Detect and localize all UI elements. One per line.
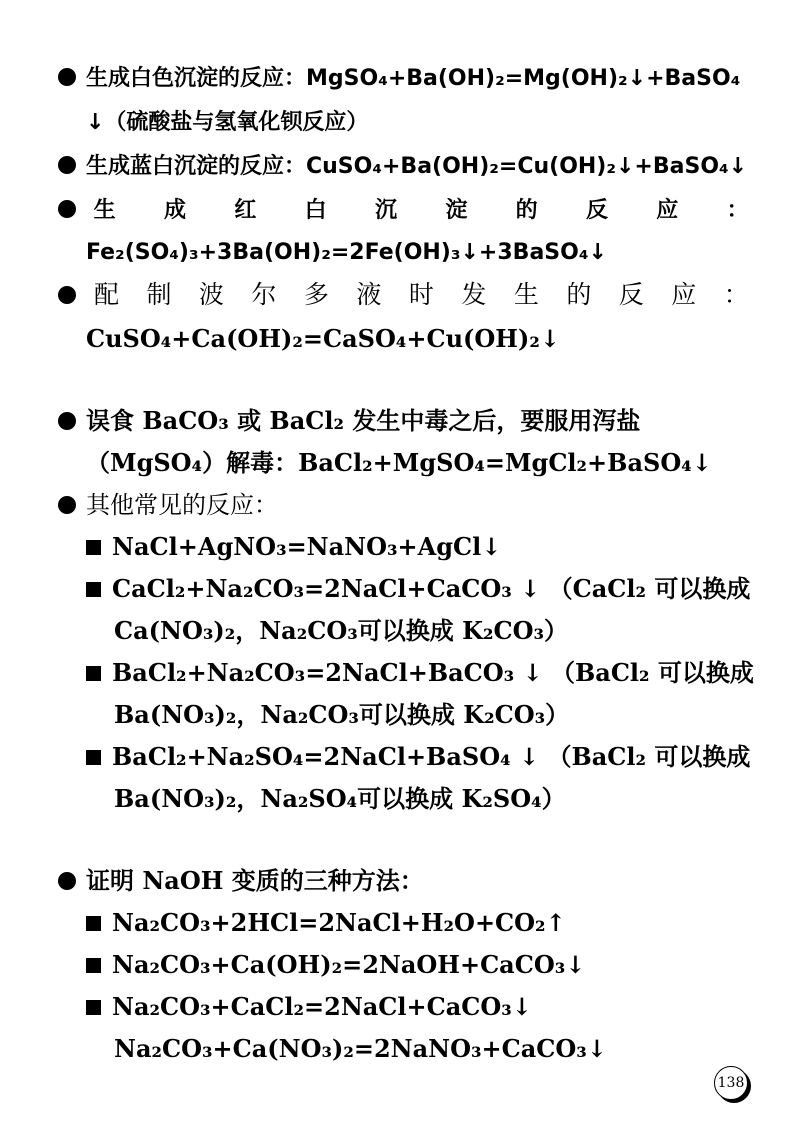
bordeaux-mixture-equation: CuSO₄+Ca(OH)₂=CaSO₄+Cu(OH)₂↓ — [86, 324, 560, 353]
heading-bordeaux-char: 多 — [303, 280, 329, 309]
reaction-white-precipitate-cont: ↓（硫酸盐与氢氧化钡反应） — [86, 110, 369, 135]
reaction-red-white-precipitate-heading — [58, 194, 749, 228]
heading-red-white-char: 的 — [515, 198, 538, 223]
method-caoh2: Na₂CO₃+Ca(OH)₂=2NaOH+CaCO₃↓ — [86, 948, 585, 982]
method-cano3: Na₂CO₃+Ca(NO₃)₂=2NaNO₃+CaCO₃↓ — [114, 1034, 607, 1063]
reaction-bacl2-na2so4-cont: Ba(NO₃)₂，Na₂SO₄可以换成 K₂SO₄） — [114, 784, 566, 813]
heading-bordeaux-char: 生 — [513, 280, 539, 309]
heading-red-white-char: ： — [726, 198, 749, 223]
heading-bordeaux-char: 制 — [146, 280, 172, 309]
bullet-icon — [58, 412, 76, 430]
heading-red-white-char: 应 — [656, 198, 679, 223]
method-hcl: Na₂CO₃+2HCl=2NaCl+H₂O+CO₂↑ — [86, 906, 566, 940]
barium-poisoning-cont: （MgSO₄）解毒：BaCl₂+MgSO₄=MgCl₂+BaSO₄↓ — [86, 448, 712, 477]
heading-bordeaux-char: 配 — [93, 280, 119, 309]
heading-red-white-char: 白 — [304, 198, 327, 223]
square-bullet-icon — [86, 582, 101, 597]
heading-red-white-char: 沉 — [374, 198, 397, 223]
heading-red-white-char: 反 — [585, 198, 608, 223]
reaction-cacl2-na2co3: CaCl₂+Na₂CO₃=2NaCl+CaCO₃ ↓ （CaCl₂ 可以换成 — [86, 572, 750, 606]
bullet-icon — [58, 872, 76, 890]
bullet-icon — [58, 68, 76, 86]
heading-red-white-char: 淀 — [445, 198, 468, 223]
reaction-blue-white-precipitate: 生成蓝白沉淀的反应：CuSO₄+Ba(OH)₂=Cu(OH)₂↓+BaSO₄↓ — [58, 150, 747, 184]
heading-bordeaux-char: ： — [723, 280, 749, 309]
square-bullet-icon — [86, 958, 101, 973]
reaction-white-precipitate: 生成白色沉淀的反应：MgSO₄+Ba(OH)₂=Mg(OH)₂↓+BaSO₄ — [58, 62, 740, 96]
reaction-bacl2-na2co3-cont: Ba(NO₃)₂，Na₂CO₃可以换成 K₂CO₃） — [114, 700, 570, 729]
heading-red-white-char: 生 — [93, 198, 116, 223]
square-bullet-icon — [86, 1000, 101, 1015]
reaction-nacl-agno3: NaCl+AgNO₃=NaNO₃+AgCl↓ — [86, 530, 501, 564]
square-bullet-icon — [86, 540, 101, 555]
heading-bordeaux-char: 应 — [671, 280, 697, 309]
barium-poisoning-text: 误食 BaCO₃ 或 BaCl₂ 发生中毒之后，要服用泻盐 — [58, 404, 640, 438]
other-reactions-heading: 其他常见的反应： — [58, 488, 278, 522]
bullet-icon — [58, 496, 76, 514]
bullet-icon — [58, 156, 76, 174]
page-number: 138 — [714, 1066, 748, 1100]
heading-bordeaux-char: 时 — [408, 280, 434, 309]
reaction-red-white-precipitate-equation: Fe₂(SO₄)₃+3Ba(OH)₂=2Fe(OH)₃↓+3BaSO₄↓ — [86, 240, 607, 265]
reaction-bacl2-na2so4: BaCl₂+Na₂SO₄=2NaCl+BaSO₄ ↓ （BaCl₂ 可以换成 — [86, 740, 750, 774]
reaction-cacl2-na2co3-cont: Ca(NO₃)₂，Na₂CO₃可以换成 K₂CO₃） — [114, 616, 568, 645]
heading-bordeaux-char: 的 — [566, 280, 592, 309]
heading-bordeaux-char: 反 — [618, 280, 644, 309]
heading-bordeaux-char: 发 — [461, 280, 487, 309]
square-bullet-icon — [86, 666, 101, 681]
heading-bordeaux-char: 液 — [356, 280, 382, 309]
naoh-deterioration-heading: 证明 NaOH 变质的三种方法： — [58, 864, 424, 898]
heading-red-white-char: 红 — [234, 198, 257, 223]
square-bullet-icon — [86, 916, 101, 931]
heading-red-white-char: 成 — [164, 198, 187, 223]
spread-heading-red-white — [94, 194, 749, 228]
heading-bordeaux-char: 波 — [198, 280, 224, 309]
bullet-icon — [58, 286, 76, 304]
square-bullet-icon — [86, 750, 101, 765]
bordeaux-mixture-heading — [58, 278, 749, 312]
heading-bordeaux-char: 尔 — [251, 280, 277, 309]
reaction-bacl2-na2co3: BaCl₂+Na₂CO₃=2NaCl+BaCO₃ ↓ （BaCl₂ 可以换成 — [86, 656, 754, 690]
spread-heading-bordeaux — [94, 278, 749, 312]
bullet-icon — [58, 200, 76, 218]
method-cacl2: Na₂CO₃+CaCl₂=2NaCl+CaCO₃↓ — [86, 990, 532, 1024]
